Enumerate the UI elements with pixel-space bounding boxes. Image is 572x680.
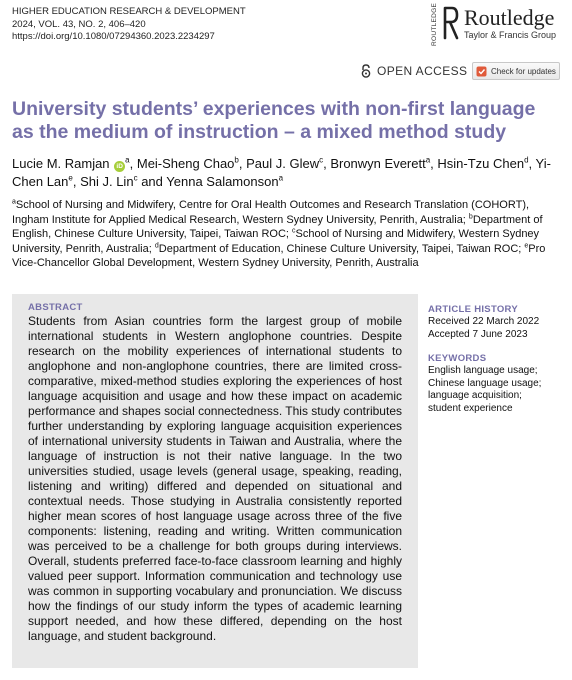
author-affiliation-mark: a — [125, 155, 130, 165]
journal-doi-link[interactable]: https://doi.org/10.1080/07294360.2023.2234297 — [12, 31, 215, 42]
author-affiliation-mark: d — [524, 155, 529, 165]
publisher-vertical-label: ROUTLEDGE — [430, 2, 438, 46]
open-access-badge — [360, 64, 467, 78]
journal-name: HIGHER EDUCATION RESEARCH & DEVELOPMENT — [12, 6, 246, 17]
abstract-heading: ABSTRACT — [28, 302, 83, 313]
author-name: Yi-Chen Lan — [12, 156, 551, 189]
keywords-section — [428, 353, 568, 415]
author-list: Lucie M. Ramjan $iD^a$, Mei-Sheng Chao$^b$, Paul J. Glew$^c$, Bronwyn Everett$^a$, Hsin-Tzu Chen$^d$, Yi-Chen Lan$^e$, Shi J. Lin$^c$ and Yenna Salamonson$^a$ — [12, 155, 551, 189]
keyword-item: Chinese language usage; — [428, 377, 542, 389]
routledge-logo-icon — [442, 6, 460, 40]
affiliation-text: Department of English, Chinese Culture University, Taipei, Taiwan ROC; — [12, 213, 543, 240]
received-date: Received 22 March 2022 — [428, 316, 540, 327]
affiliation-text: School of Nursing and Midwifery, Western Sydney University, Penrith, Australia; — [12, 228, 540, 255]
affiliation-mark: b — [468, 212, 473, 220]
author-affiliation-mark: a — [425, 155, 431, 165]
author-affiliation-mark: a — [278, 173, 284, 183]
affiliation-mark: c — [292, 227, 296, 235]
article-sidebar — [428, 304, 568, 415]
check-for-updates-label: Check for updates — [491, 66, 556, 76]
abstract-text: Students from Asian countries form the largest group of mobile international students in Western anglophone countries. Despite research on the mobility experiences of international students to anglophone and non-anglophone countries, there are limited cross-comparative, mixed-method studies exploring the experiences of host language acquisition and usage and how these impact on academic performance and shapes social connectedness. This study contributes further understanding by exploring language acquisition experiences of international university students in Taiwan and Australia, where the language of instruction is not their native language. In the two universities studied, usage levels (general usage, speaking, reading, listening and writing) differed and depended on situational and contextual needs. Those studying in Australia consistently reported higher mean scores of host language usage across three of the five components: listening, reading and writing. Written communication was perceived to be a challenge for both groups during interviews. Overall, students preferred face-to-face classroom learning and highly valued peer support. Information communication and technology use was common in supporting vocabulary and pronunciation. We discuss how the findings of our study inform the types of academic learning support needed, and how these differed, depending on the host language, and student background. — [28, 314, 402, 643]
keyword-item: student experience — [428, 402, 513, 414]
author-affiliation-mark: c — [133, 173, 138, 183]
open-access-label: OPEN ACCESS — [377, 64, 468, 78]
author-name: Mei-Sheng Chao — [136, 156, 235, 171]
author-name: Hsin-Tzu Chen — [437, 156, 525, 171]
author-conjunction: and — [141, 174, 163, 189]
affiliation-mark: d — [154, 241, 159, 249]
author-name: Lucie M. Ramjan — [12, 156, 110, 171]
affiliations — [12, 198, 562, 271]
keyword-item: language acquisition; — [428, 390, 522, 401]
keywords-heading: KEYWORDS — [428, 353, 487, 364]
affiliation-text: Department of Education, Chinese Culture University, Taipei, Taiwan ROC; — [158, 242, 525, 255]
affiliation-mark: a — [12, 198, 16, 206]
affiliation-text: Pro Vice-Chancellor Global Development, Western Sydney University, Penrith, Australia — [12, 242, 546, 269]
author-affiliation-mark: e — [68, 173, 73, 183]
author-name: Paul J. Glew — [246, 156, 320, 171]
affiliation-text: School of Nursing and Midwifery, Centre for Oral Health Outcomes and Research Translation (COHORT), Ingham Institute for Applied Medical Research, Western Sydney University, Penrith, Australia; — [12, 199, 530, 226]
orcid-icon[interactable]: iD — [114, 161, 125, 172]
publisher-name: Routledge — [463, 5, 555, 30]
check-for-updates-button[interactable] — [472, 62, 560, 80]
author-name: Shi J. Lin — [80, 174, 134, 189]
author-affiliation-mark: c — [319, 155, 324, 165]
affiliation-mark: e — [524, 241, 529, 249]
author-affiliation-mark: b — [234, 155, 239, 165]
publisher-subtitle: Taylor & Francis Group — [463, 30, 556, 40]
accepted-date: Accepted 7 June 2023 — [428, 328, 528, 340]
crossmark-icon — [476, 66, 487, 77]
article-history-heading: ARTICLE HISTORY — [428, 304, 519, 315]
journal-citation: 2024, VOL. 43, NO. 2, 406–420 — [12, 18, 146, 30]
publisher-logo — [430, 2, 556, 46]
author-name: Bronwyn Everett — [330, 156, 426, 171]
author-name: Yenna Salamonson — [166, 174, 279, 189]
open-lock-icon — [360, 64, 372, 78]
article-title: University students’ experiences with non-first language as the medium of instruction – a mixed method study — [12, 98, 536, 143]
journal-header — [12, 6, 246, 44]
abstract-box — [12, 294, 418, 668]
keyword-item: English language usage; — [428, 365, 538, 376]
